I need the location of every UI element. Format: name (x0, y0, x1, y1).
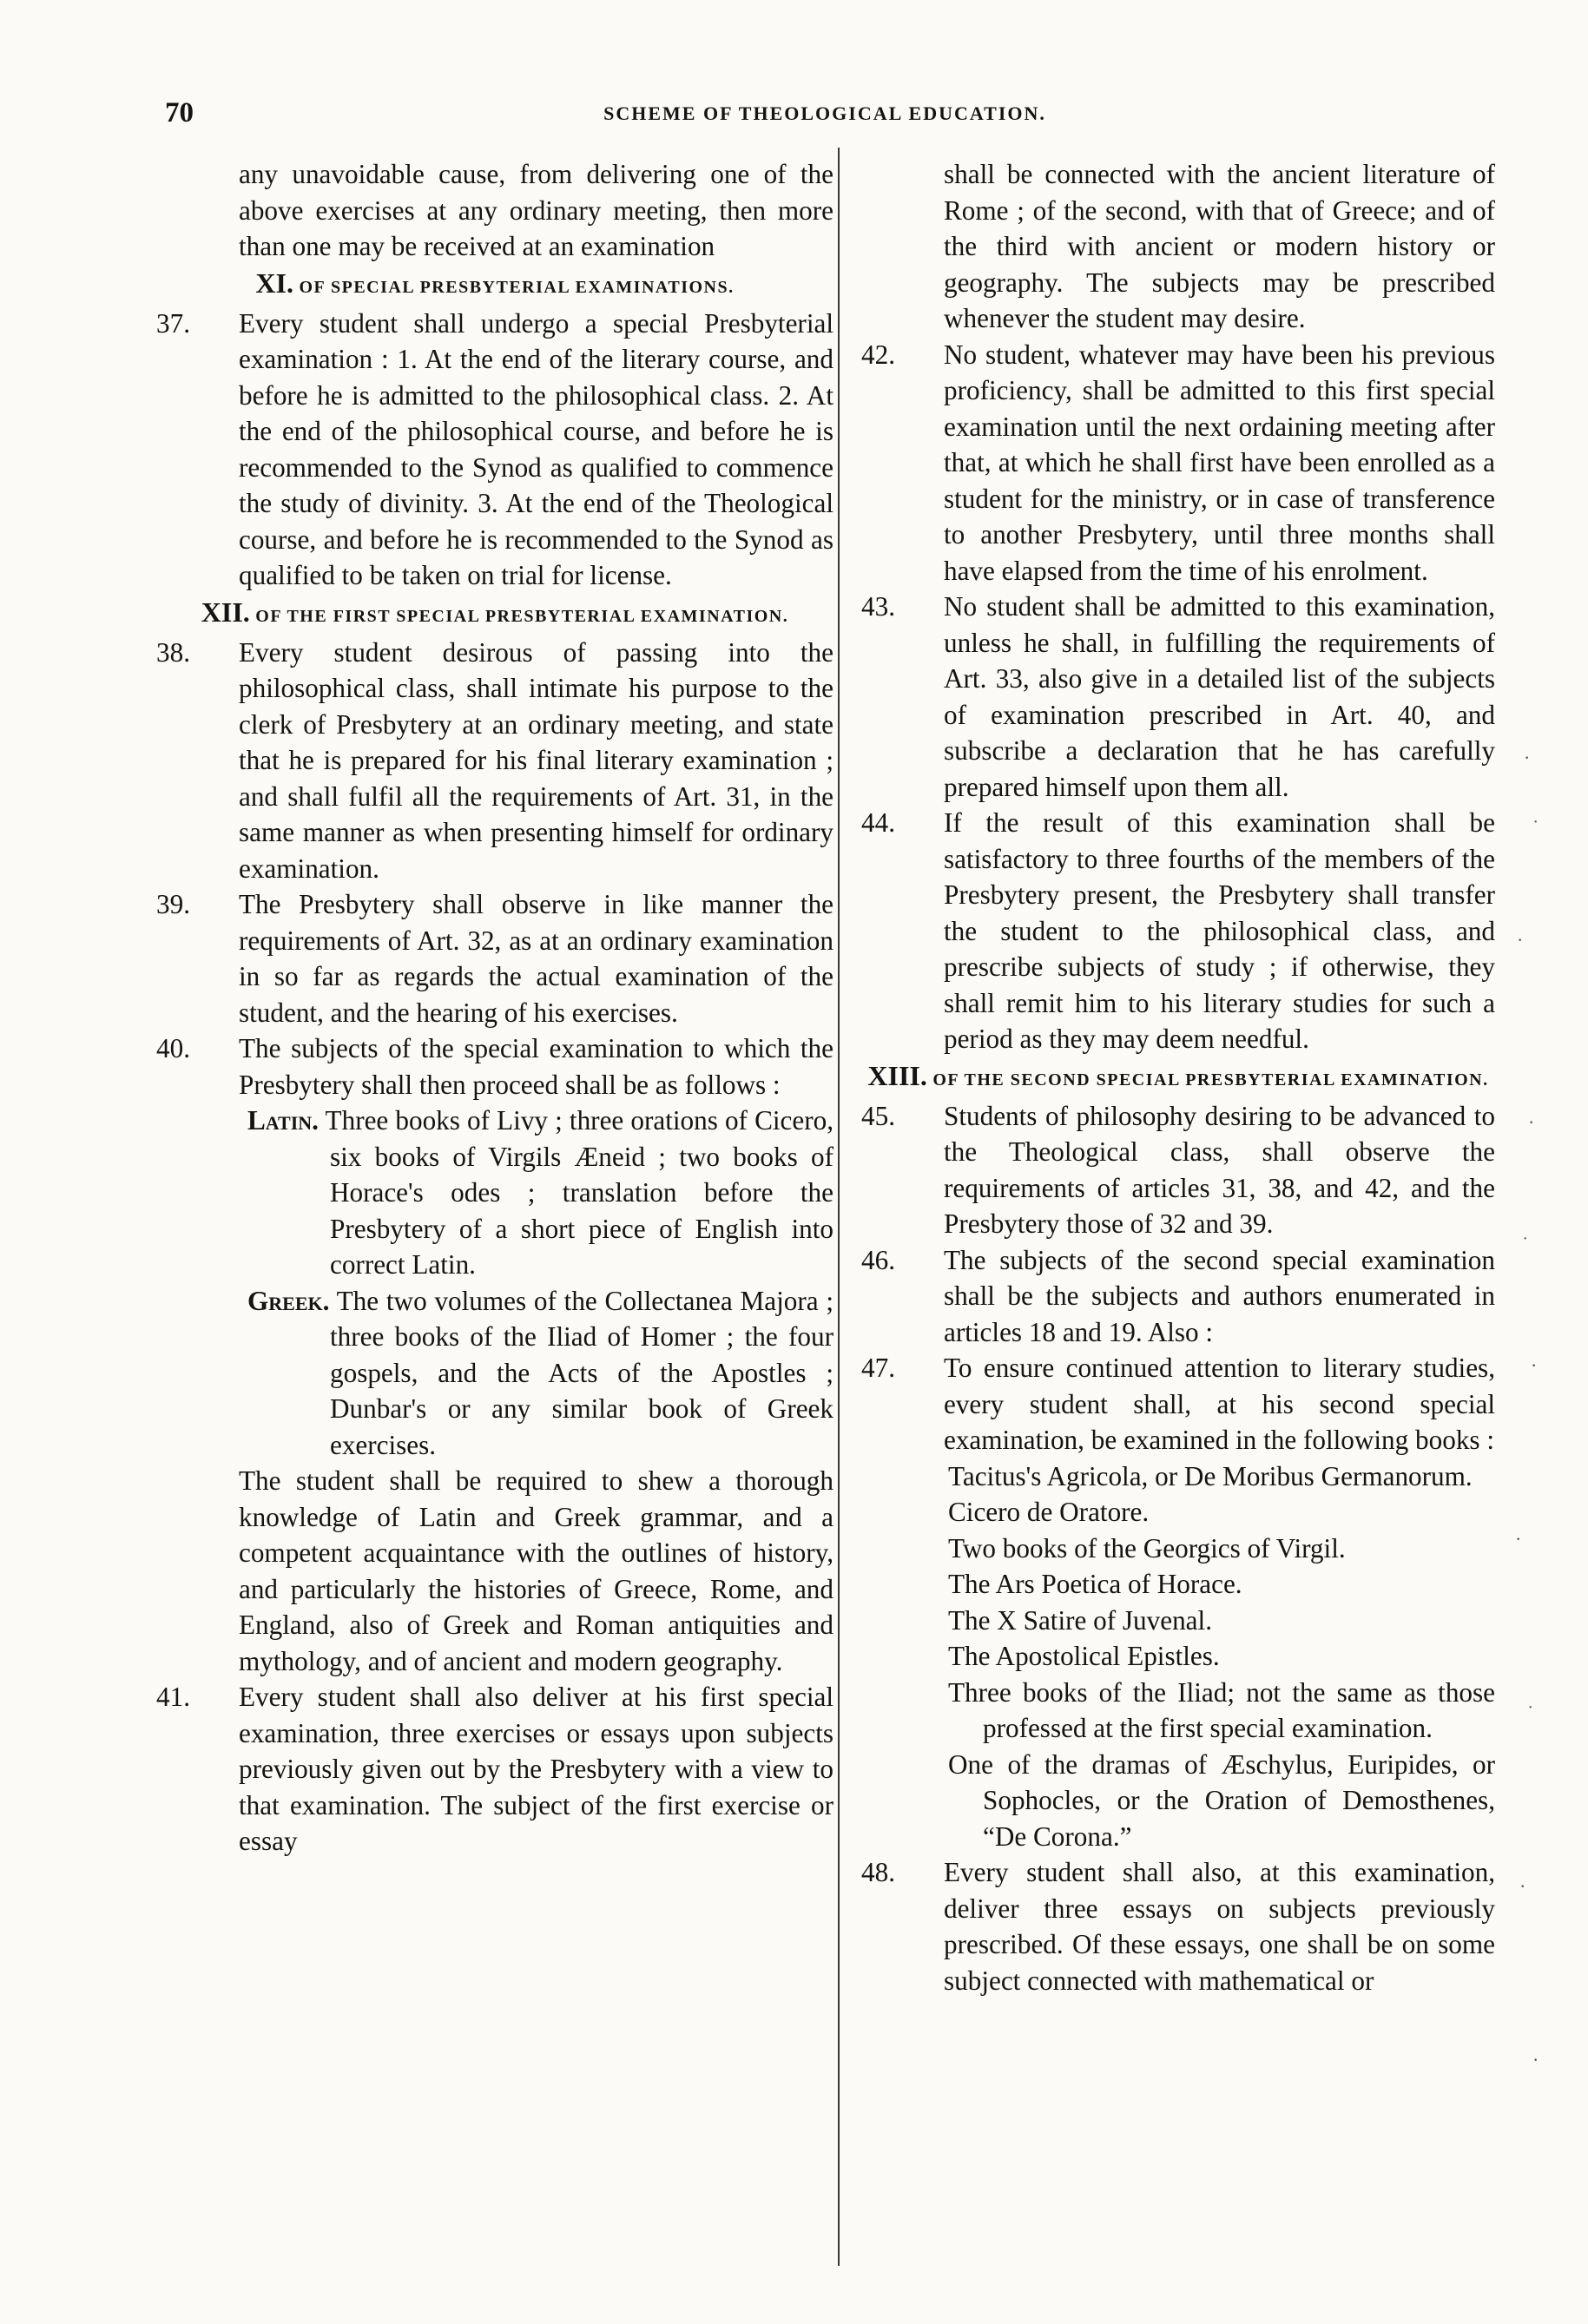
article-number: 39. (156, 889, 190, 919)
section-number: XII. (201, 596, 250, 628)
latin-requirements (156, 1103, 834, 1283)
article-number: 48. (861, 1857, 895, 1887)
scan-margin-noise: · ˙ · · ˙ · · ˙ · · (1515, 747, 1539, 2071)
section-number: XIII. (867, 1059, 927, 1091)
latin-text: Three books of Livy ; three orations of Cicero, six books of Virgils Æneid ; two books of Horace's odes ; translation before the Presbytery of a short piece of English into correct Latin. (325, 1105, 834, 1280)
article-text: Every student shall also deliver at his first special examination, three exercises or essays upon subjects previously given out by the Presbytery with a view to that examination. The subject of the first exercise or essay (239, 1682, 834, 1856)
book-list-item: The Apostolical Epistles. (948, 1641, 1220, 1671)
article-text: Every student shall also, at this examination, deliver three essays on subjects previously prescribed. Of these essays, one shall be on some subject connected with mathematical or (944, 1857, 1495, 1996)
section-title: OF SPECIAL PRESBYTERIAL EXAMINATIONS. (299, 277, 735, 297)
greek-text: The two volumes of the Collectanea Majora ; three books of the Iliad of Homer ; the four gospels, and the Acts of the Apostles ; Dunbar's or any similar book of Greek exercises. (330, 1285, 834, 1460)
book-list-item: One of the dramas of Æschylus, Euripides, or Sophocles, or the Oration of Demosthenes, “De Corona.” (948, 1748, 1495, 1852)
section-heading-xiii (861, 1061, 1495, 1095)
article-text: Every student desirous of passing into the philosophical class, shall intimate his purpose to the clerk of Presbytery at an ordinary meeting, and state that he is prepared for his final literary examination ; and shall fulfil all the requirements of Art. 31, in the same manner as when presenting himself for ordinary examination. (239, 636, 834, 884)
article-number: 44. (861, 807, 895, 838)
article-48 (861, 1854, 1495, 1998)
article-number: 38. (156, 636, 190, 668)
column-divider (838, 148, 840, 2266)
right-column (861, 156, 1495, 1998)
article-40 (156, 1030, 834, 1103)
left-column (156, 156, 834, 1860)
article-number: 43. (861, 591, 895, 622)
article-text: The subjects of the second special examination shall be the subjects and authors enumerated in articles 18 and 19. Also : (944, 1244, 1495, 1347)
article-number: 37. (156, 307, 190, 339)
section-title: OF THE FIRST SPECIAL PRESBYTERIAL EXAMINATION. (255, 606, 789, 626)
article-text: The subjects of the special examination to which the Presbytery shall then proceed shall be as follows : (239, 1033, 834, 1100)
greek-requirements (156, 1283, 834, 1464)
article-38 (156, 635, 834, 887)
article-42 (861, 337, 1495, 589)
article-43 (861, 589, 1495, 805)
section-number: XI. (255, 267, 293, 299)
article-40-note: The student shall be required to shew a thorough knowledge of Latin and Greek grammar, and a competent acquaintance with the outlines of history, and particularly the histories of Greece, Rome, and England, also of Greek and Roman antiquities and mythology, and of ancient and modern geography. (239, 1465, 834, 1676)
page-number: 70 (165, 97, 194, 128)
book-list-item: The X Satire of Juvenal. (948, 1604, 1212, 1636)
article-number: 40. (156, 1033, 190, 1063)
article-text: No student, whatever may have been his previous proficiency, shall be admitted to this first special examination until the next ordaining meeting after that, at which he shall first have been enrolled as a student for the ministry, or in case of transference to another Presbytery, until three months shall have elapsed from the time of his enrolment. (944, 339, 1495, 586)
article-number: 45. (861, 1100, 895, 1131)
book-list-item: Cicero de Oratore. (948, 1497, 1150, 1527)
book-list-item: Three books of the Iliad; not the same as those professed at the first special examination. (948, 1676, 1495, 1743)
article-number: 42. (861, 339, 895, 370)
section-title: OF THE SECOND SPECIAL PRESBYTERIAL EXAMINATION. (932, 1070, 1489, 1090)
page-header (165, 97, 1485, 132)
article-number: 47. (861, 1353, 895, 1383)
article-text: Every student shall undergo a special Presbyterial examination : 1. At the end of the literary course, and before he is admitted to the philosophical class. 2. At the end of the philosophical course, and before he is recommended to the Synod as qualified to commence the study of divinity. 3. At the end of the Theological course, and before he is recommended to the Synod as qualified to be taken on trial for license. (239, 307, 834, 590)
article-37 (156, 306, 834, 594)
article-text: The Presbytery shall observe in like manner the requirements of Art. 32, as at an ordinary examination in so far as regards the actual examination of the student, and the hearing of his exercises. (239, 889, 834, 1028)
section-heading-xi (156, 268, 834, 302)
article-41 (156, 1679, 834, 1860)
article-39 (156, 886, 834, 1030)
greek-label: Greek. (247, 1285, 330, 1316)
article-number: 46. (861, 1244, 895, 1275)
continued-paragraph: shall be connected with the ancient literature of Rome ; of the second, with that of Greece; and of the third with ancient or modern history or geography. The subjects may be prescribed whenever the student may desire. (944, 159, 1495, 333)
article-44 (861, 805, 1495, 1057)
latin-label: Latin. (247, 1105, 319, 1136)
article-number: 41. (156, 1682, 190, 1712)
section-heading-xii (156, 597, 834, 631)
book-list-item: Tacitus's Agricola, or De Moribus Germanorum. (948, 1460, 1473, 1491)
article-46 (861, 1242, 1495, 1351)
article-47 (861, 1350, 1495, 1458)
article-45 (861, 1098, 1495, 1242)
article-text: If the result of this examination shall be satisfactory to three fourths of the members of the Presbytery present, the Presbytery shall transfer the student to the philosophical class, and prescribe subjects of study ; if otherwise, they shall remit him to his literary studies for such a period as they may deem needful. (944, 807, 1495, 1054)
book-list-item: Two books of the Georgics of Virgil. (948, 1532, 1346, 1564)
article-text: No student shall be admitted to this examination, unless he shall, in fulfilling the requirements of Art. 33, also give in a detailed list of the subjects of examination prescribed in Art. 40, and subscribe a declaration that he has carefully prepared himself upon them all. (944, 591, 1495, 802)
article-text: Students of philosophy desiring to be advanced to the Theological class, shall observe the requirements of articles 31, 38, and 42, and the Presbytery those of 32 and 39. (944, 1100, 1495, 1239)
book-list-item: The Ars Poetica of Horace. (948, 1569, 1242, 1599)
article-text: To ensure continued attention to literary studies, every student shall, at his second special examination, be examined in the following books : (944, 1353, 1495, 1455)
running-title: SCHEME OF THEOLOGICAL EDUCATION. (603, 102, 1046, 124)
continued-paragraph: any unavoidable cause, from delivering one of the above exercises at any ordinary meeting, then more than one may be received at an examination (239, 159, 834, 261)
